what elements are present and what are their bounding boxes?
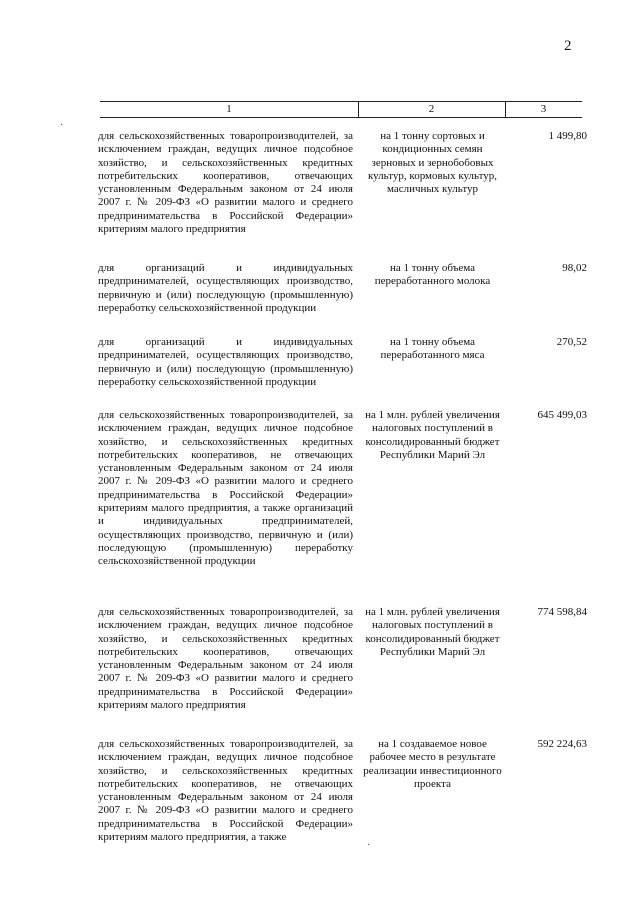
- scan-mark: ·: [60, 120, 64, 131]
- row-value: 1 499,80: [548, 130, 587, 142]
- row-unit: на 1 млн. рублей увеличения налоговых поступлений в консолидированный бюджет Республики Марий Эл: [365, 606, 500, 658]
- row-value: 98,02: [562, 262, 587, 274]
- row-unit: на 1 тонну объема переработанного молока: [374, 262, 491, 288]
- header-col-3: 3: [540, 103, 547, 115]
- row-description: для организаций и индивидуальных предпринимателей, осуществляющих производство, первичную и (или) последующую (промышленную) переработку сельскохозяйственной продукции: [98, 262, 353, 314]
- scan-mark: ·: [367, 840, 371, 851]
- row-description: для сельскохозяйственных товаропроизводителей, за исключением граждан, ведущих личное подсобное хозяйство, и сельскохозяйственных кредитных потребительских кооперативов, не отвечающих установленным Федеральным законом от 24 июля 2007 г. № 209-ФЗ «О развитии малого и среднего предпринимательства в Российской Федерации» критериям малого предприятия, а также организаций и индивидуальных предпринимателей, осуществляющих производство, первичную и (или) последующую (промышленную) переработку сельскохозяйственной продукции: [98, 409, 353, 568]
- row-value: 774 598,84: [537, 606, 587, 618]
- row-unit: на 1 млн. рублей увеличения налоговых поступлений в консолидированный бюджет Республики Марий Эл: [365, 409, 500, 461]
- header-col-2: 2: [428, 103, 435, 115]
- row-value: 592 224,63: [537, 738, 587, 750]
- table-header: [100, 101, 582, 118]
- header-col-1: 1: [226, 103, 232, 115]
- row-description: для организаций и индивидуальных предпринимателей, осуществляющих производство, первичную и (или) последующую (промышленную) переработку сельскохозяйственной продукции: [98, 336, 353, 388]
- row-unit: на 1 тонну сортовых и кондиционных семян зерновых и зернобобовых культур, кормовых культур, масличных культур: [367, 130, 498, 196]
- page-number: 2: [564, 38, 572, 54]
- row-description: для сельскохозяйственных товаропроизводителей, за исключением граждан, ведущих личное подсобное хозяйство, и сельскохозяйственных кредитных потребительских кооперативов, не отвечающих установленным Федеральным законом от 24 июля 2007 г. № 209-ФЗ «О развитии малого и среднего предпринимательства в Российской Федерации» критериям малого предприятия, а также: [98, 738, 353, 844]
- row-value: 645 499,03: [537, 409, 587, 421]
- row-value: 270,52: [556, 336, 587, 348]
- row-description: для сельскохозяйственных товаропроизводителей, за исключением граждан, ведущих личное подсобное хозяйство, и сельскохозяйственных кредитных потребительских кооперативов, отвечающих установленным Федеральным законом от 24 июля 2007 г. № 209-ФЗ «О развитии малого и среднего предпринимательства в Российской Федерации» критериям малого предприятия: [98, 606, 353, 712]
- row-description: для сельскохозяйственных товаропроизводителей, за исключением граждан, ведущих личное подсобное хозяйство, и сельскохозяйственных кредитных потребительских кооперативов, отвечающих установленным Федеральным законом от 24 июля 2007 г. № 209-ФЗ «О развитии малого и среднего предпринимательства в Российской Федерации» критериям малого предприятия: [98, 130, 353, 236]
- row-unit: на 1 создаваемое новое рабочее место в результате реализации инвестиционного проекта: [363, 738, 502, 790]
- row-unit: на 1 тонну объема переработанного мяса: [380, 336, 485, 362]
